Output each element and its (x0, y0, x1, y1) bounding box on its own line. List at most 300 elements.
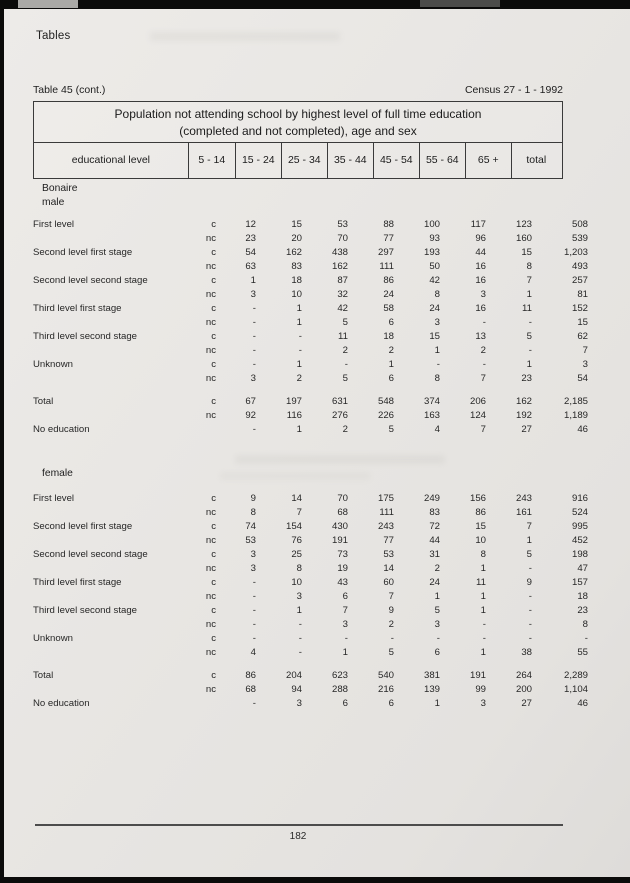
value-cell: 1 (296, 317, 302, 328)
row-label (33, 534, 175, 548)
value-cell: 16 (475, 275, 486, 286)
value-cell: 9 (388, 605, 394, 616)
column-header-row (34, 142, 562, 178)
table-title (34, 102, 562, 142)
value-cell: 508 (571, 219, 588, 230)
value-cell: 83 (429, 507, 440, 518)
value-cell: 6 (342, 698, 348, 709)
value-cell: 11 (522, 303, 532, 314)
value-cell: 2,185 (563, 396, 588, 407)
value-cell: 623 (331, 670, 348, 681)
column-header-35-44: 35 - 44 (327, 143, 373, 178)
value-cell: 53 (245, 535, 256, 546)
value-cell: 8 (434, 373, 440, 384)
value-cell: - (528, 619, 532, 630)
table-header-box (33, 101, 563, 179)
value-cell: 548 (377, 396, 394, 407)
value-cell: 5 (388, 424, 394, 435)
value-cell: 47 (577, 563, 588, 574)
value-cell: 249 (423, 493, 440, 504)
row-type: nc (205, 410, 216, 421)
value-cell: 111 (379, 261, 394, 272)
value-cell: - (584, 633, 588, 644)
row-label (33, 372, 175, 386)
row-type: nc (205, 233, 216, 244)
row-type: nc (205, 507, 216, 518)
footer-rule (35, 824, 563, 826)
value-cell: 38 (521, 647, 532, 658)
value-cell: 5 (526, 331, 532, 342)
value-cell: 9 (526, 577, 532, 588)
value-cell: 1 (342, 647, 348, 658)
row-type: nc (205, 317, 216, 328)
value-cell: 81 (577, 289, 588, 300)
value-cell: 162 (515, 396, 532, 407)
value-cell: 53 (383, 549, 394, 560)
value-cell: 19 (337, 563, 348, 574)
value-cell: 916 (571, 493, 588, 504)
row-type: nc (205, 563, 216, 574)
value-cell: - (390, 633, 394, 644)
value-cell: 163 (423, 410, 440, 421)
value-cell: 2 (388, 345, 394, 356)
section-rows (33, 492, 588, 711)
row-type (175, 423, 221, 437)
value-cell: 15 (429, 331, 440, 342)
value-cell: 276 (331, 410, 348, 421)
value-cell: 3 (434, 317, 440, 328)
value-cell: - (436, 359, 440, 370)
value-cell: 117 (470, 219, 486, 230)
value-cell: 60 (383, 577, 394, 588)
value-cell: 6 (388, 317, 394, 328)
row-type: nc (205, 591, 216, 602)
value-cell: 15 (577, 317, 588, 328)
value-cell: - (528, 345, 532, 356)
value-cell: 74 (245, 521, 256, 532)
row-type: nc (205, 373, 216, 384)
value-cell: 116 (286, 410, 302, 421)
scan-artifact (18, 0, 78, 8)
value-cell: - (528, 317, 532, 328)
page-number: 182 (289, 831, 307, 842)
value-cell: - (344, 633, 348, 644)
row-label: Third level second stage (33, 331, 137, 342)
value-cell: 54 (245, 247, 256, 258)
row-spacer (33, 386, 596, 395)
value-cell: - (252, 331, 256, 342)
value-cell: - (252, 345, 256, 356)
value-cell: 539 (571, 233, 588, 244)
value-cell: 3 (250, 549, 256, 560)
value-cell: 3 (250, 373, 256, 384)
value-cell: 68 (245, 684, 256, 695)
column-header-educational-level: educational level (71, 154, 151, 166)
value-cell: 524 (571, 507, 588, 518)
row-label (33, 590, 175, 604)
census-label: Census 27 - 1 - 1992 (464, 84, 563, 96)
value-cell: 243 (515, 493, 532, 504)
value-cell: 438 (331, 247, 348, 258)
row-label (33, 260, 175, 274)
value-cell: 67 (245, 396, 256, 407)
value-cell: 8 (526, 261, 532, 272)
row-type: c (211, 331, 216, 342)
value-cell: 6 (388, 698, 394, 709)
value-cell: 6 (342, 591, 348, 602)
value-cell: - (482, 619, 486, 630)
value-cell: 1,189 (563, 410, 588, 421)
value-cell: 10 (291, 289, 302, 300)
value-cell: - (252, 605, 256, 616)
value-cell: - (252, 591, 256, 602)
value-cell: 7 (480, 373, 486, 384)
value-cell: 1 (526, 535, 532, 546)
row-label: Second level second stage (33, 275, 148, 286)
row-label: Third level first stage (33, 577, 122, 588)
value-cell: 226 (377, 410, 394, 421)
row-type: c (211, 605, 216, 616)
value-cell: 46 (577, 424, 588, 435)
value-cell: 70 (337, 493, 348, 504)
value-cell: 2 (342, 424, 348, 435)
value-cell: 15 (521, 247, 532, 258)
row-label: Second level first stage (33, 521, 133, 532)
value-cell: 86 (245, 670, 256, 681)
value-cell: 7 (342, 605, 348, 616)
value-cell: 216 (377, 684, 394, 695)
value-cell: 50 (429, 261, 440, 272)
value-cell: - (344, 359, 348, 370)
value-cell: 1 (296, 605, 302, 616)
value-cell: 3 (342, 619, 348, 630)
value-cell: 162 (331, 261, 348, 272)
row-label: Total (33, 396, 54, 407)
value-cell: - (298, 331, 302, 342)
row-type: c (211, 577, 216, 588)
value-cell: 58 (383, 303, 394, 314)
value-cell: - (252, 424, 256, 435)
value-cell: 93 (429, 233, 440, 244)
value-cell: 206 (469, 396, 486, 407)
column-header-25-34: 25 - 34 (281, 143, 327, 178)
row-label: First level (33, 219, 75, 230)
value-cell: - (528, 633, 532, 644)
row-type: c (211, 633, 216, 644)
value-cell: 12 (245, 219, 256, 230)
value-cell: 72 (429, 521, 440, 532)
value-cell: 63 (245, 261, 256, 272)
value-cell: 3 (296, 591, 302, 602)
row-type: c (211, 219, 216, 230)
value-cell: 8 (480, 549, 486, 560)
value-cell: - (298, 345, 302, 356)
value-cell: - (528, 563, 532, 574)
row-type: nc (205, 684, 216, 695)
row-type: nc (205, 619, 216, 630)
value-cell: 87 (337, 275, 348, 286)
value-cell: 8 (434, 289, 440, 300)
value-cell: 46 (577, 698, 588, 709)
value-cell: 7 (526, 521, 532, 532)
document-section-title: Tables (36, 30, 71, 42)
value-cell: 2 (296, 373, 302, 384)
value-cell: - (298, 633, 302, 644)
value-cell: 192 (515, 410, 532, 421)
value-cell: - (298, 647, 302, 658)
row-type: c (211, 549, 216, 560)
value-cell: - (252, 633, 256, 644)
value-cell: 3 (296, 698, 302, 709)
value-cell: 2,289 (563, 670, 588, 681)
table-label: Table 45 (cont.) (33, 84, 106, 96)
row-spacer (33, 660, 596, 669)
value-cell: 191 (331, 535, 348, 546)
value-cell: 20 (291, 233, 302, 244)
value-cell: 92 (245, 410, 256, 421)
value-cell: - (252, 577, 256, 588)
value-cell: 7 (526, 275, 532, 286)
value-cell: - (528, 605, 532, 616)
value-cell: 1 (526, 289, 532, 300)
value-cell: 161 (515, 507, 532, 518)
value-cell: 3 (480, 289, 486, 300)
value-cell: 139 (423, 684, 440, 695)
value-cell: 9 (250, 493, 256, 504)
value-cell: 23 (577, 605, 588, 616)
value-cell: - (436, 633, 440, 644)
row-label: Unknown (33, 359, 73, 370)
column-header-65-+: 65 + (465, 143, 511, 178)
value-cell: 27 (521, 424, 532, 435)
value-cell: 152 (571, 303, 588, 314)
value-cell: 154 (285, 521, 302, 532)
table-meta-row (33, 84, 563, 96)
value-cell: 374 (423, 396, 440, 407)
row-label (33, 646, 175, 660)
value-cell: 5 (388, 647, 394, 658)
value-cell: - (482, 317, 486, 328)
value-cell: 1 (296, 303, 302, 314)
value-cell: 452 (571, 535, 588, 546)
value-cell: - (252, 698, 256, 709)
row-type: nc (205, 345, 216, 356)
value-cell: 5 (342, 317, 348, 328)
column-header-55-64: 55 - 64 (419, 143, 465, 178)
row-type: c (211, 359, 216, 370)
row-label: First level (33, 493, 75, 504)
value-cell: 86 (383, 275, 394, 286)
value-cell: 631 (331, 396, 348, 407)
value-cell: 77 (383, 233, 394, 244)
value-cell: 42 (429, 275, 440, 286)
value-cell: - (482, 633, 486, 644)
value-cell: 4 (250, 647, 256, 658)
row-type: nc (205, 289, 216, 300)
value-cell: 10 (291, 577, 302, 588)
value-cell: 70 (337, 233, 348, 244)
value-cell: 7 (582, 345, 588, 356)
value-cell: 27 (521, 698, 532, 709)
value-cell: 1,104 (563, 684, 588, 695)
value-cell: - (252, 317, 256, 328)
row-label (33, 232, 175, 246)
value-cell: 540 (377, 670, 394, 681)
value-cell: 5 (526, 549, 532, 560)
value-cell: 5 (434, 605, 440, 616)
value-cell: 16 (475, 303, 486, 314)
value-cell: 264 (515, 670, 532, 681)
value-cell: 193 (423, 247, 440, 258)
value-cell: 1 (434, 591, 440, 602)
value-cell: 3 (250, 563, 256, 574)
value-cell: 995 (571, 521, 588, 532)
value-cell: 1,203 (563, 247, 588, 258)
value-cell: 44 (429, 535, 440, 546)
row-label: Third level second stage (33, 605, 137, 616)
region-label: Bonaire (42, 183, 78, 194)
value-cell: 3 (480, 698, 486, 709)
value-cell: 162 (285, 247, 302, 258)
table-title-line1: Population not attending school by highest level of full time education (114, 107, 482, 121)
row-type: c (211, 493, 216, 504)
value-cell: 243 (377, 521, 394, 532)
value-cell: 1 (296, 359, 302, 370)
value-cell: 62 (577, 331, 588, 342)
value-cell: 7 (388, 591, 394, 602)
value-cell: 23 (521, 373, 532, 384)
value-cell: 1 (250, 275, 256, 286)
value-cell: 381 (423, 670, 440, 681)
value-cell: 1 (296, 424, 302, 435)
row-type: c (211, 396, 216, 407)
value-cell: 7 (480, 424, 486, 435)
value-cell: 18 (383, 331, 394, 342)
value-cell: 86 (475, 507, 486, 518)
sex-label: male (42, 197, 65, 208)
column-header-total: total (511, 143, 561, 178)
row-type: c (211, 670, 216, 681)
row-label (33, 316, 175, 330)
value-cell: 100 (423, 219, 440, 230)
value-cell: 1 (480, 591, 486, 602)
value-cell: 1 (480, 563, 486, 574)
value-cell: 197 (285, 396, 302, 407)
value-cell: 44 (475, 247, 486, 258)
value-cell: 200 (515, 684, 532, 695)
row-label: Second level first stage (33, 247, 133, 258)
row-type: nc (205, 647, 216, 658)
value-cell: 2 (434, 563, 440, 574)
table-body (33, 180, 588, 711)
value-cell: 18 (291, 275, 302, 286)
row-label (33, 344, 175, 358)
value-cell: 94 (291, 684, 302, 695)
value-cell: - (252, 303, 256, 314)
value-cell: 88 (383, 219, 394, 230)
value-cell: 24 (429, 577, 440, 588)
row-label: Total (33, 670, 54, 681)
value-cell: 1 (434, 345, 440, 356)
value-cell: 18 (577, 591, 588, 602)
value-cell: 157 (571, 577, 588, 588)
value-cell: 13 (475, 331, 486, 342)
value-cell: 493 (571, 261, 588, 272)
value-cell: 2 (388, 619, 394, 630)
value-cell: 1 (480, 647, 486, 658)
value-cell: 54 (577, 373, 588, 384)
value-cell: - (482, 359, 486, 370)
value-cell: 73 (337, 549, 348, 560)
value-cell: 1 (434, 698, 440, 709)
row-type: c (211, 303, 216, 314)
row-label (33, 562, 175, 576)
value-cell: 83 (291, 261, 302, 272)
scan-bleedthrough (150, 32, 340, 41)
value-cell: 24 (383, 289, 394, 300)
value-cell: 6 (388, 373, 394, 384)
value-cell: 10 (475, 535, 486, 546)
value-cell: 111 (379, 507, 394, 518)
row-label (33, 683, 175, 697)
value-cell: 32 (337, 289, 348, 300)
value-cell: 156 (469, 493, 486, 504)
value-cell: 15 (291, 219, 302, 230)
value-cell: 1 (480, 605, 486, 616)
row-type: c (211, 275, 216, 286)
value-cell: 3 (582, 359, 588, 370)
value-cell: 123 (515, 219, 532, 230)
value-cell: 11 (476, 577, 486, 588)
row-label (33, 409, 175, 423)
value-cell: 16 (475, 261, 486, 272)
row-type (175, 697, 221, 711)
value-cell: 25 (291, 549, 302, 560)
value-cell: 3 (250, 289, 256, 300)
row-label (33, 618, 175, 632)
table-title-line2: (completed and not completed), age and sex (179, 123, 417, 138)
value-cell: 204 (285, 670, 302, 681)
value-cell: 6 (434, 647, 440, 658)
value-cell: - (528, 591, 532, 602)
row-label: No education (33, 698, 90, 709)
value-cell: 8 (582, 619, 588, 630)
value-cell: 124 (469, 410, 486, 421)
row-type: nc (205, 261, 216, 272)
row-label (33, 288, 175, 302)
column-header-15-24: 15 - 24 (235, 143, 281, 178)
sex-label: female (42, 468, 73, 479)
value-cell: 15 (475, 521, 486, 532)
value-cell: 430 (331, 521, 348, 532)
value-cell: 288 (331, 684, 348, 695)
value-cell: 43 (337, 577, 348, 588)
section-rows (33, 218, 588, 437)
value-cell: 53 (337, 219, 348, 230)
value-cell: 24 (429, 303, 440, 314)
value-cell: - (252, 619, 256, 630)
row-type: c (211, 247, 216, 258)
value-cell: 99 (475, 684, 486, 695)
value-cell: 68 (337, 507, 348, 518)
value-cell: 76 (291, 535, 302, 546)
value-cell: - (252, 359, 256, 370)
scan-artifact (420, 0, 500, 7)
section-header (42, 467, 563, 481)
value-cell: 4 (434, 424, 440, 435)
value-cell: 14 (291, 493, 302, 504)
row-label: Second level second stage (33, 549, 148, 560)
